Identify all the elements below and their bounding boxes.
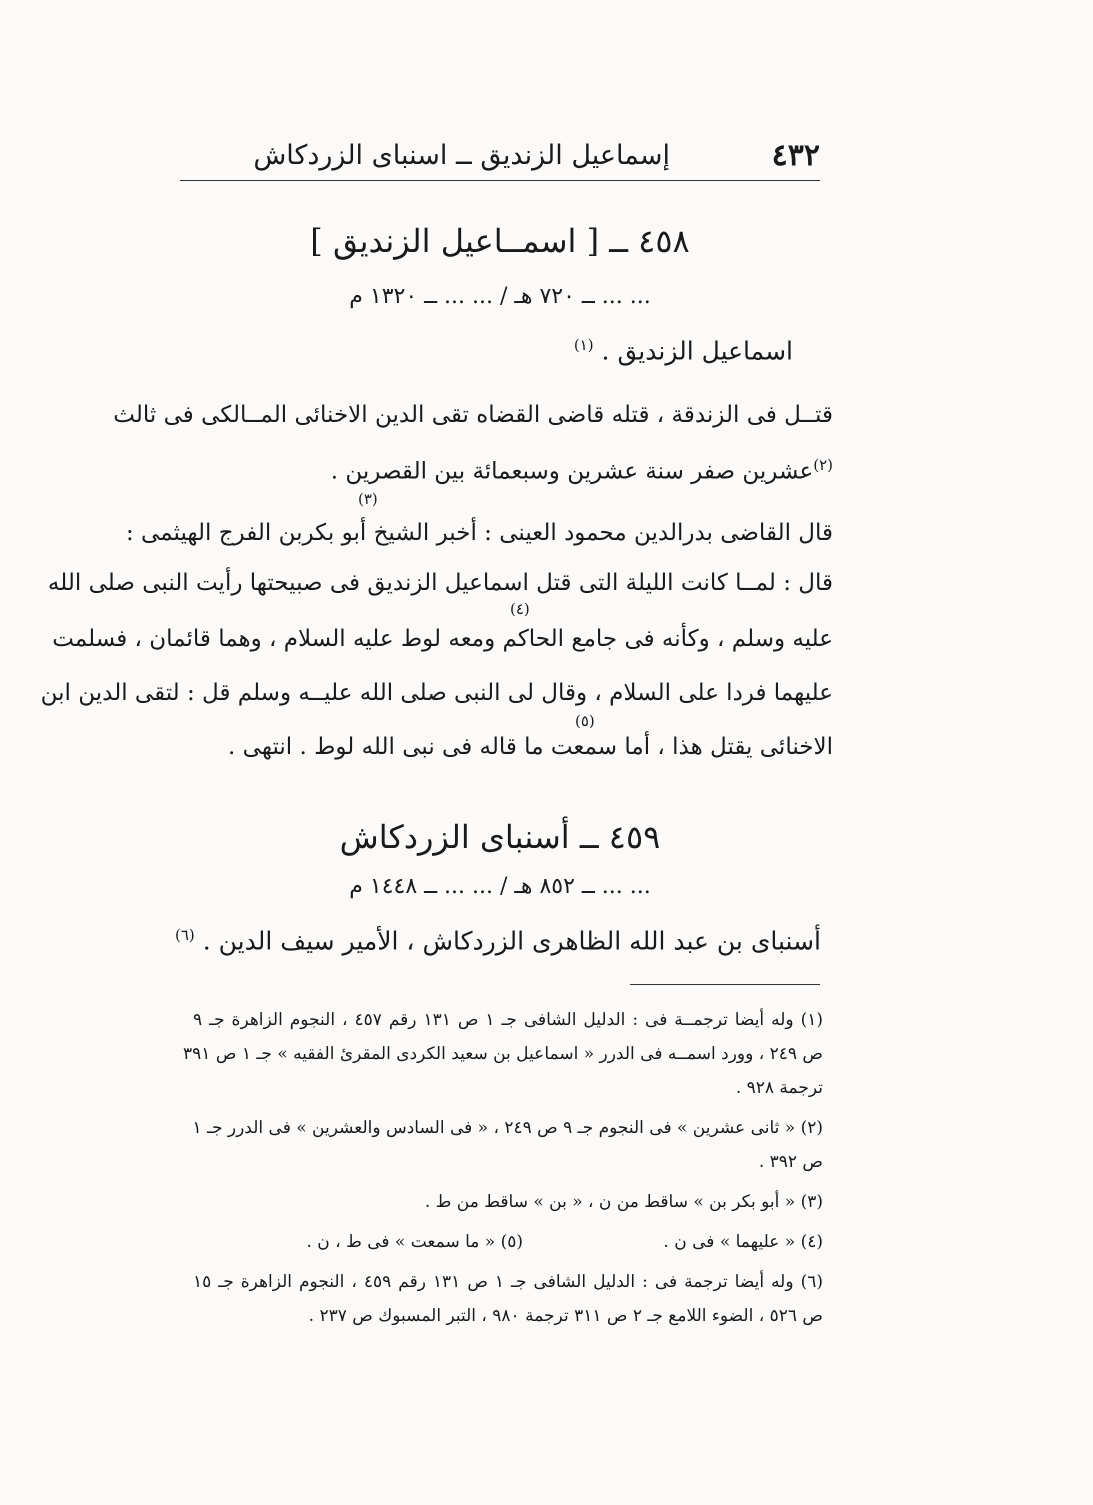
footnote-ref-3: (٣) [358, 490, 378, 508]
body-line-6: عليهما فردا على السلام ، وقال لى النبى صلى الله عليــه وسلم قل : لتقى الدين ابن [40, 680, 833, 706]
entry-458-name [574, 336, 793, 365]
footnote-2-line-1: (٢) « ثانى عشرين » فى النجوم جـ ٩ ص ٢٤٩ ، « فى السادس والعشرين » فى الدرر جـ ١ [192, 1118, 823, 1138]
body-line-7: الاخنائى يقتل هذا ، أما سمعت ما قاله فى نبى الله لوط . انتهى . [228, 734, 833, 760]
entry-459-name [175, 926, 821, 955]
running-title: إسماعيل الزنديق ــ اسنباى الزردكاش [253, 140, 670, 171]
entry-459-title: ٤٥٩ ــ أسنباى الزردكاش [339, 818, 661, 856]
entry-459-dates: ... ... ــ ٨٥٢ هـ / ... ... ــ ١٤٤٨ م [349, 874, 651, 899]
body-line-2-text: عشرين صفر سنة عشرين وسبعمائة بين القصرين . [330, 458, 814, 485]
body-line-5: عليه وسلم ، وكأنه فى جامع الحاكم ومعه لوط عليه السلام ، وهما قائمان ، فسلمت [52, 626, 833, 652]
footnote-rule [630, 984, 820, 985]
footnote-ref-4: (٤) [510, 600, 530, 618]
entry-458-dates: ... ... ــ ٧٢٠ هـ / ... ... ــ ١٣٢٠ م [349, 284, 651, 309]
footnote-2-line-2: ص ٣٩٢ . [758, 1152, 823, 1172]
header-rule [180, 180, 820, 181]
body-line-3-text: قال القاضى بدرالدين محمود العينى : أخبر الشيخ أبو بكربن الفرج الهيثمى : [125, 520, 833, 546]
footnote-ref-2: (٢) [813, 456, 833, 474]
body-line-1: قتــل فى الزندقة ، قتله قاضى القضاه تقى الدين الاخنائى المــالكى فى ثالث [113, 402, 833, 428]
footnote-ref-6: (٦) [174, 926, 195, 944]
footnote-1-line-3: ترجمة ٩٢٨ . [735, 1078, 823, 1098]
footnote-6-line-1: (٦) وله أيضا ترجمة فى : الدليل الشافى جـ ١ ص ١٣١ رقم ٤٥٩ ، النجوم الزاهرة جـ ١٥ [193, 1272, 823, 1292]
footnote-ref-5: (٥) [575, 712, 595, 730]
footnote-5: (٥) « ما سمعت » فى ط ، ن . [306, 1232, 523, 1252]
footnote-ref-1: (١) [573, 336, 594, 354]
body-line-2 [193, 456, 833, 485]
footnote-1-line-2: ص ٢٤٩ ، وورد اسمــه فى الدرر « اسماعيل بن سعيد الكردى المقرئ الفقيه » جـ ١ ص ٣٩١ [183, 1044, 823, 1064]
body-line-4: قال : لمــا كانت الليلة التى قتل اسماعيل الزنديق فى صبيحتها رأيت النبى صلى الله [47, 570, 833, 596]
body-line-3 [125, 520, 833, 546]
page-header [180, 132, 820, 178]
footnote-4: (٤) « عليهما » فى ن . [663, 1232, 823, 1252]
footnote-6-line-2: ص ٥٢٦ ، الضوء اللامع جـ ٢ ص ٣١١ ترجمة ٩٨٠ ، التبر المسبوك ص ٢٣٧ . [308, 1306, 823, 1326]
entry-458-name-text: اسماعيل الزنديق . [601, 336, 793, 366]
entry-458-title: ٤٥٨ ــ [ اسمــاعيل الزنديق ] [310, 222, 690, 260]
footnote-3: (٣) « أبو بكر بن » ساقط من ن ، « بن » ساقط من ط . [424, 1192, 823, 1212]
page-number: ٤٣٢ [771, 138, 820, 173]
footnote-1-line-1: (١) وله أيضا ترجمــة فى : الدليل الشافى جـ ١ ص ١٣١ رقم ٤٥٧ ، النجوم الزاهرة جـ ٩ [193, 1010, 823, 1030]
entry-459-name-text: أسنباى بن عبد الله الظاهرى الزردكاش ، الأمير سيف الدين . [202, 926, 821, 956]
